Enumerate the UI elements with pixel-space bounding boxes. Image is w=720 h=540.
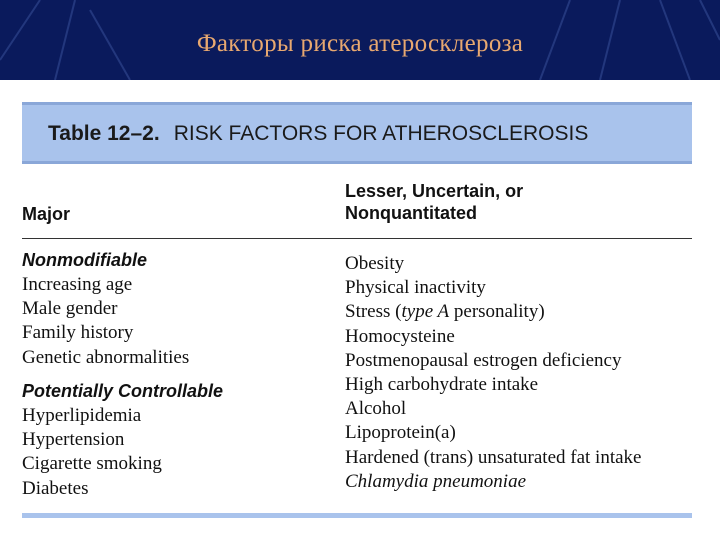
column-header-lesser-line2: Nonquantitated	[345, 203, 477, 223]
list-item: High carbohydrate intake	[345, 373, 539, 395]
column-header-lesser-line1: Lesser, Uncertain, or	[345, 181, 524, 201]
table-caption	[48, 122, 588, 146]
nonmodifiable-heading: Nonmodifiable	[22, 250, 147, 270]
nonmodifiable-list	[22, 273, 189, 370]
list-item: Family history	[22, 322, 134, 344]
list-item: Chlamydia pneumoniae	[345, 470, 527, 492]
list-item: Obesity	[345, 253, 405, 274]
list-item: Alcohol	[345, 398, 407, 420]
list-item: Homocysteine	[345, 325, 455, 347]
list-item: Hardened (trans) unsaturated fat intake	[345, 446, 642, 468]
header-divider	[22, 238, 692, 239]
column-header-major: Major	[22, 204, 71, 224]
controllable-list	[22, 404, 162, 501]
column-header-lesser	[345, 180, 523, 224]
list-item: Male gender	[22, 298, 118, 320]
list-item: Physical inactivity	[345, 277, 486, 299]
controllable-heading: Potentially Controllable	[22, 381, 224, 401]
list-item: Postmenopausal estrogen deficiency	[345, 349, 622, 371]
lesser-list	[345, 252, 641, 494]
list-item: Genetic abnormalities	[22, 346, 190, 368]
table-title: RISK FACTORS FOR ATHEROSCLEROSIS	[173, 122, 589, 145]
list-item: Cigarette smoking	[22, 453, 162, 475]
table-bottom-band	[22, 513, 692, 518]
stress-suffix: personality)	[449, 301, 545, 323]
list-item: Hypertension	[22, 429, 125, 451]
slide-title: Факторы риска атеросклероза	[196, 30, 524, 57]
list-item-stress	[345, 300, 641, 324]
list-item: Increasing age	[22, 274, 133, 295]
stress-prefix: Stress (	[345, 301, 402, 323]
list-item: Diabetes	[22, 477, 89, 499]
title-banner	[0, 0, 720, 80]
list-item: Lipoprotein(a)	[345, 422, 456, 444]
stress-italic: type A	[401, 301, 450, 323]
table-header-band	[22, 102, 692, 164]
table-number: Table 12–2.	[48, 122, 160, 145]
list-item: Hyperlipidemia	[22, 405, 142, 426]
